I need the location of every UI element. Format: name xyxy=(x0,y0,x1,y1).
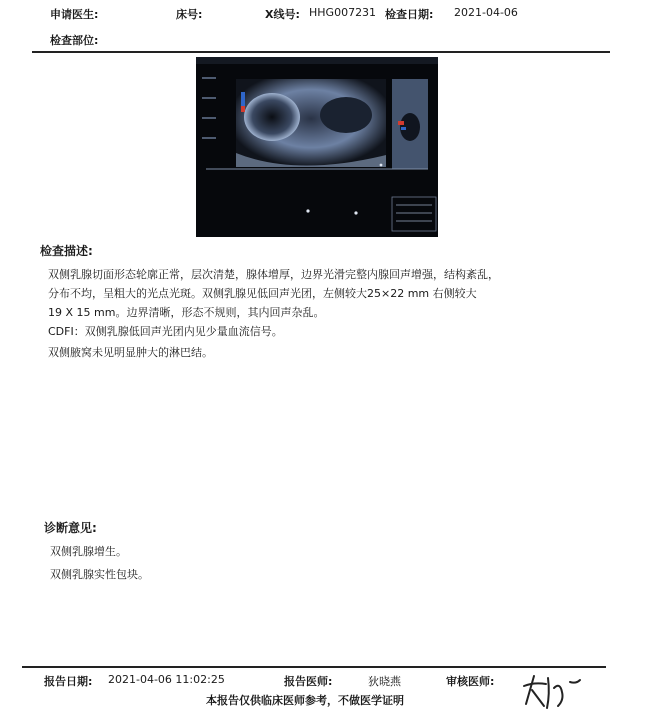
footer-divider xyxy=(22,666,606,668)
conclusion-line: 双侧乳腺增生。 xyxy=(50,545,127,558)
description-line: 双侧腋窝未见明显肿大的淋巴结。 xyxy=(48,346,213,359)
report-disclaimer: 本报告仅供临床医师参考，不做医学证明 xyxy=(206,694,404,707)
description-line: 分布不均，呈粗大的光点光斑。双侧乳腺见低回声光团，左侧较大25×22 mm 右侧较大 xyxy=(48,287,477,300)
description-line: CDFI：双侧乳腺低回声光团内见少量血流信号。 xyxy=(48,325,283,338)
exam-site-label: 检查部位: xyxy=(50,34,99,47)
conclusion-line: 双侧乳腺实性包块。 xyxy=(50,568,149,581)
bed-number-label: 床号: xyxy=(176,8,203,21)
report-date-label: 报告日期: xyxy=(44,675,93,688)
header-divider xyxy=(32,51,610,53)
requesting-doctor-label: 申请医生: xyxy=(50,8,99,21)
description-line: 双侧乳腺切面形态轮廓正常，层次清楚，腺体增厚，边界光滑完整内腺回声增强，结构紊乱， xyxy=(48,268,499,281)
reporting-doctor-name: 狄晓燕 xyxy=(368,675,401,688)
ultrasound-scan-image xyxy=(196,57,438,237)
exam-date-value: 2021-04-06 xyxy=(454,6,518,19)
report-date-value: 2021-04-06 11:02:25 xyxy=(108,673,225,686)
handwritten-signature xyxy=(520,668,590,716)
reviewing-doctor-label: 审核医师: xyxy=(446,675,495,688)
reporting-doctor-label: 报告医师: xyxy=(284,675,333,688)
conclusion-heading: 诊断意见: xyxy=(44,521,97,535)
xray-number-value: HHG007231 xyxy=(309,6,377,19)
description-heading: 检查描述: xyxy=(40,244,93,258)
exam-date-label: 检查日期: xyxy=(385,8,434,21)
xray-number-label: X线号: xyxy=(265,8,300,21)
description-line: 19 X 15 mm。边界清晰，形态不规则，其内回声杂乱。 xyxy=(48,306,325,319)
